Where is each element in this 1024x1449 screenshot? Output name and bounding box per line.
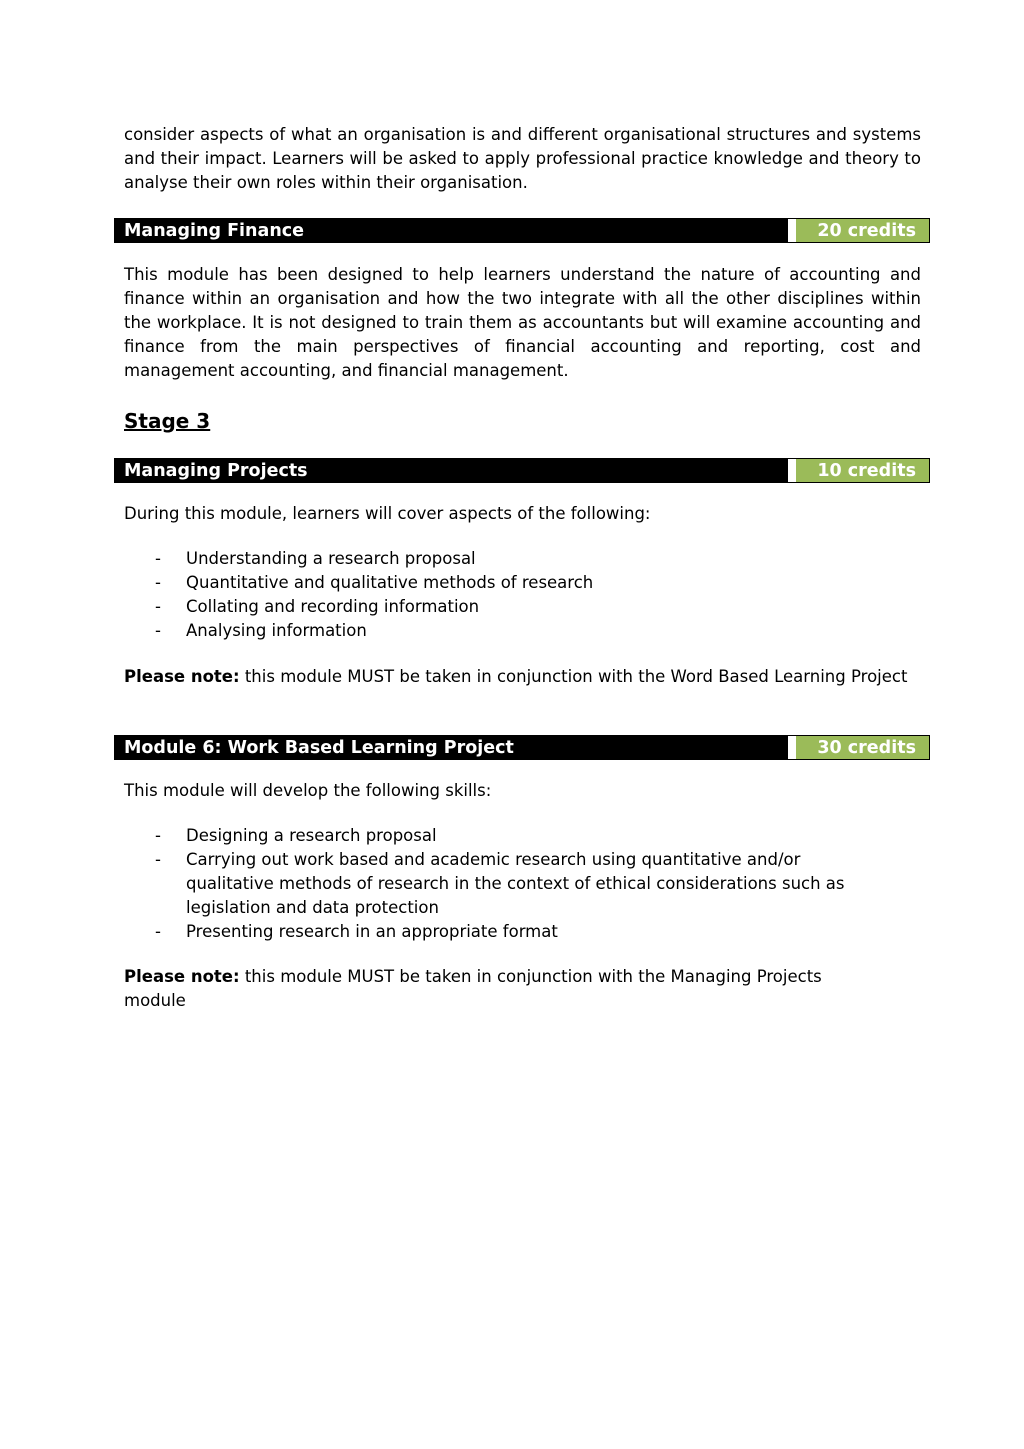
list-marker: -: [155, 621, 161, 640]
list-item: [124, 848, 884, 920]
list-item: [124, 571, 921, 595]
list-item-text: Carrying out work based and academic research using quantitative and/or qualitative methods of research in the context of ethical considerations such as legislation and data protection: [186, 850, 845, 917]
module-title: Managing Projects: [124, 461, 308, 481]
list-item-text: Collating and recording information: [186, 597, 480, 616]
list-item: [124, 920, 884, 944]
module-credits-badge: [795, 219, 929, 242]
module-skill-list: [124, 824, 884, 944]
intro-paragraph: consider aspects of what an organisation is and different organisational structures and systems and their impact. Learners will be asked to apply professional practice knowledge and theory to analyse their own roles within their organisation.: [124, 125, 921, 192]
credits-label: 20 credits: [817, 221, 916, 241]
credits-label: 30 credits: [817, 738, 916, 758]
module-topic-list: [124, 547, 921, 643]
module-title: Managing Finance: [124, 221, 305, 241]
module-credits-badge: [795, 459, 929, 482]
list-marker: -: [155, 597, 161, 616]
list-item: [124, 547, 921, 571]
note-text: this module MUST be taken in conjunction with the Word Based Learning Project: [239, 667, 908, 686]
list-marker: -: [155, 573, 161, 592]
module-credits-badge: [795, 736, 929, 759]
module-note: [124, 965, 864, 1013]
list-item-text: Quantitative and qualitative methods of research: [186, 573, 594, 592]
module-title: Module 6: Work Based Learning Project: [124, 738, 514, 758]
module-header-managing-projects: [114, 458, 930, 483]
list-marker: -: [155, 826, 161, 845]
credits-label: 10 credits: [817, 461, 916, 481]
note-text: this module MUST be taken in conjunction with the Managing Projects module: [124, 967, 822, 1010]
list-marker: -: [155, 850, 161, 869]
module-header-work-based-learning-project: [114, 735, 930, 760]
note-label: Please note:: [124, 667, 240, 686]
list-item: [124, 595, 921, 619]
module-description: This module has been designed to help learners understand the nature of accounting and finance within an organisation and how the two integrate with all the other disciplines within the workplace. It is not designed to train them as accountants but will examine accounting and finance from the main perspectives of financial accounting and reporting, cost and management accounting, and financial management.: [124, 265, 921, 380]
module-description: During this module, learners will cover aspects of the following:: [124, 504, 651, 523]
module-header-managing-finance: [114, 218, 930, 243]
list-item-text: Understanding a research proposal: [186, 549, 476, 568]
list-item-text: Designing a research proposal: [186, 826, 437, 845]
module-note: [124, 665, 921, 689]
module-description: This module will develop the following skills:: [124, 781, 492, 800]
note-label: Please note:: [124, 967, 240, 986]
list-item-text: Presenting research in an appropriate format: [186, 922, 558, 941]
list-marker: -: [155, 549, 161, 568]
stage-heading: Stage 3: [124, 409, 211, 433]
list-item: [124, 619, 921, 643]
list-item-text: Analysing information: [186, 621, 367, 640]
list-marker: -: [155, 922, 161, 941]
list-item: [124, 824, 884, 848]
